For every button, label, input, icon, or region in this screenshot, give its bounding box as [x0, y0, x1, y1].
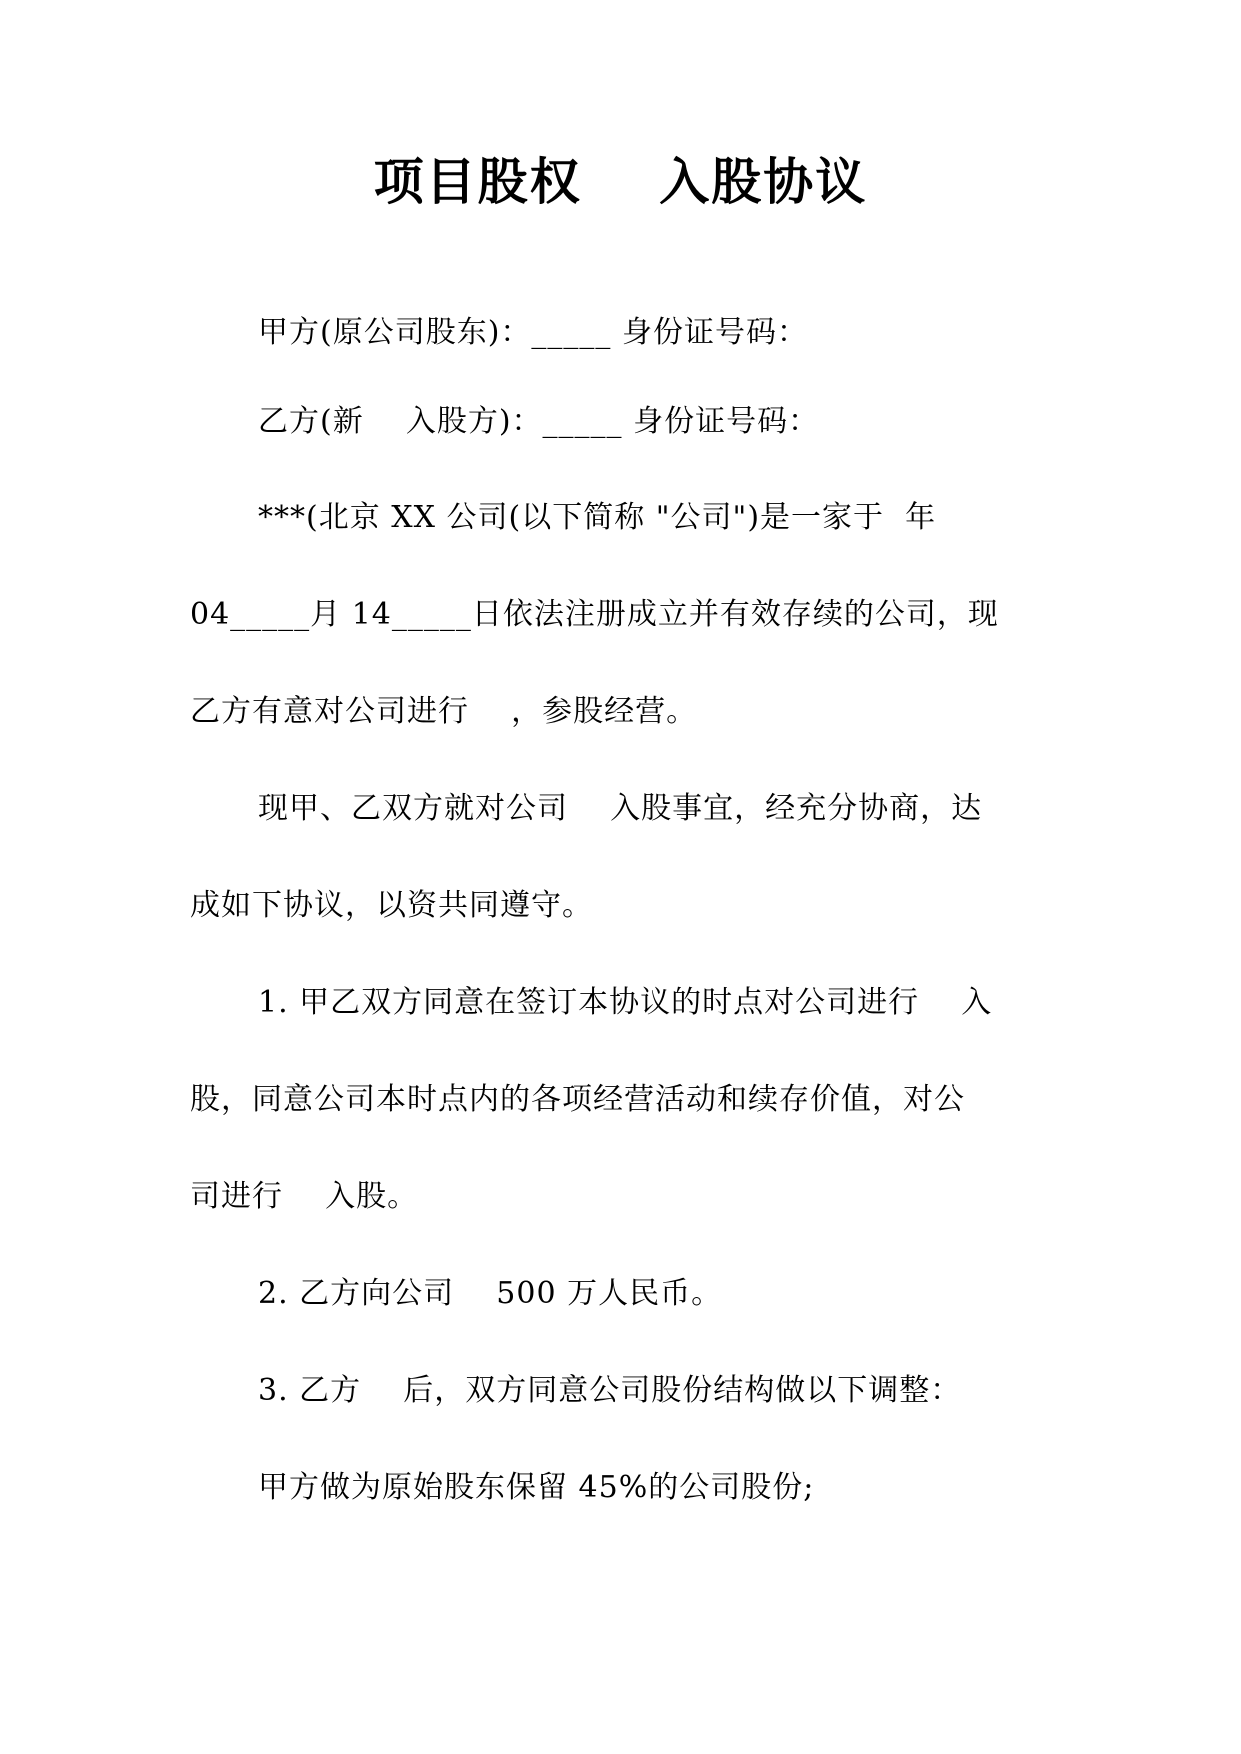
party-a-line: 甲方(原公司股东)：_____ 身份证号码： — [258, 315, 808, 350]
company-intro-line-2: 04_____月 14_____日依法注册成立并有效存续的公司，现 — [190, 597, 999, 632]
negotiation-line-1: 现甲、乙双方就对公司 入股事宜，经充分协商，达 — [258, 791, 983, 826]
clause-1-line-1: 1. 甲乙双方同意在签订本协议的时点对公司进行 入 — [258, 985, 993, 1020]
document-title: 项目股权 入股协议 — [373, 153, 868, 211]
clause-1-line-2: 股，同意公司本时点内的各项经营活动和续存价值，对公 — [190, 1082, 965, 1117]
company-intro-line-3: 乙方有意对公司进行 ，参股经营。 — [190, 694, 698, 729]
clause-2-line: 2. 乙方向公司 500 万人民币。 — [258, 1276, 723, 1311]
clause-1-line-3: 司进行 入股。 — [190, 1179, 419, 1214]
company-intro-line-1: ***(北京 XX 公司(以下简称 "公司")是一家于 年 — [258, 500, 937, 535]
share-structure-line: 甲方做为原始股东保留 45%的公司股份; — [258, 1470, 815, 1505]
clause-3-line: 3. 乙方 后，双方同意公司股份结构做以下调整： — [258, 1373, 962, 1408]
negotiation-line-2: 成如下协议，以资共同遵守。 — [190, 888, 593, 923]
party-b-line: 乙方(新 入股方)：_____ 身份证号码： — [258, 404, 820, 439]
